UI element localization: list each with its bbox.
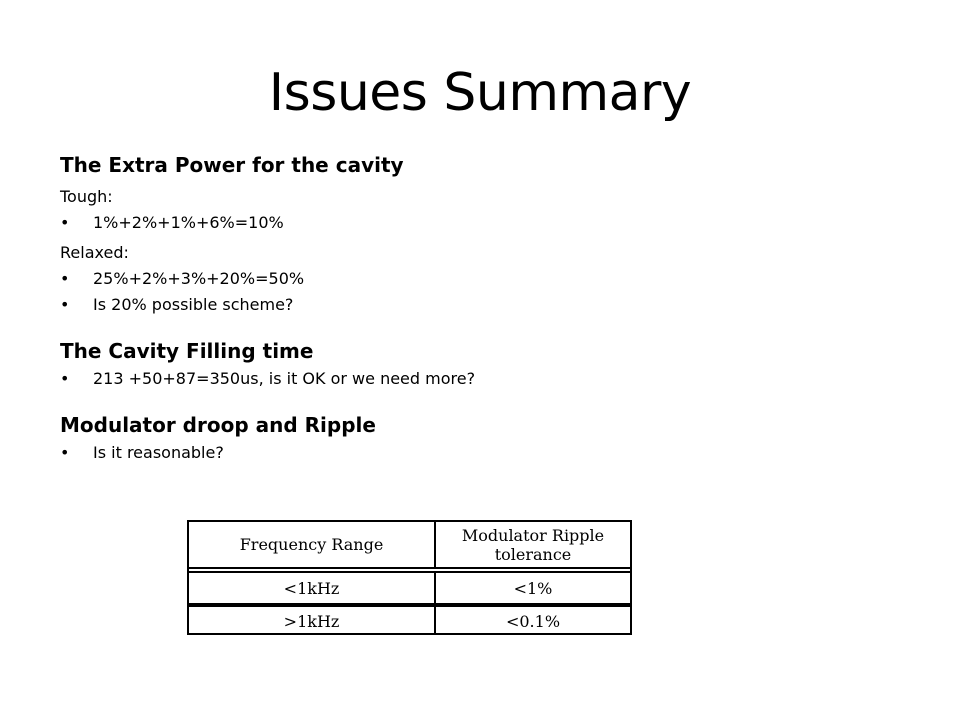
section-modulator — [60, 410, 920, 466]
section-extra-power — [60, 150, 920, 318]
bullet-icon: • — [60, 295, 70, 314]
bullet-text: 25%+2%+3%+20%=50% — [93, 269, 305, 288]
table-header-cell: Modulator Ripple tolerance — [461, 525, 605, 564]
bullet-icon: • — [60, 443, 70, 462]
table-header-cell: Frequency Range — [189, 522, 436, 567]
section-heading-extra-power: The Extra Power for the cavity — [60, 153, 404, 177]
bullet-item — [60, 210, 920, 236]
bullet-list-modulator — [60, 440, 920, 466]
table-cell: <1kHz — [189, 573, 436, 603]
bullet-icon: • — [60, 213, 70, 232]
bullet-list-relaxed — [60, 266, 920, 318]
slide-title: Issues Summary — [268, 63, 692, 123]
section-heading-filling-time: The Cavity Filling time — [60, 339, 314, 363]
bullet-icon: • — [60, 269, 70, 288]
ripple-tolerance-table — [187, 520, 632, 635]
bullet-text: Is 20% possible scheme? — [93, 295, 294, 314]
sub-label-tough: Tough: — [60, 187, 113, 206]
table-row — [189, 605, 630, 635]
bullet-item — [60, 440, 920, 466]
table-cell: <0.1% — [505, 611, 561, 631]
bullet-text: 213 +50+87=350us, is it OK or we need more? — [93, 369, 476, 388]
bullet-item — [60, 266, 920, 292]
table-header-row — [189, 522, 630, 569]
section-filling-time — [60, 336, 920, 392]
bullet-text: Is it reasonable? — [93, 443, 224, 462]
bullet-list-tough — [60, 210, 920, 236]
table-row — [189, 571, 630, 605]
bullet-text: 1%+2%+1%+6%=10% — [93, 213, 284, 232]
bullet-item — [60, 292, 920, 318]
bullet-list-filling-time — [60, 366, 920, 392]
section-heading-modulator: Modulator droop and Ripple — [60, 413, 376, 437]
slide-content — [60, 150, 920, 484]
bullet-icon: • — [60, 369, 70, 388]
sub-label-relaxed: Relaxed: — [60, 243, 129, 262]
bullet-item — [60, 366, 920, 392]
table-cell: <1% — [513, 578, 553, 598]
table-cell: >1kHz — [189, 607, 436, 635]
